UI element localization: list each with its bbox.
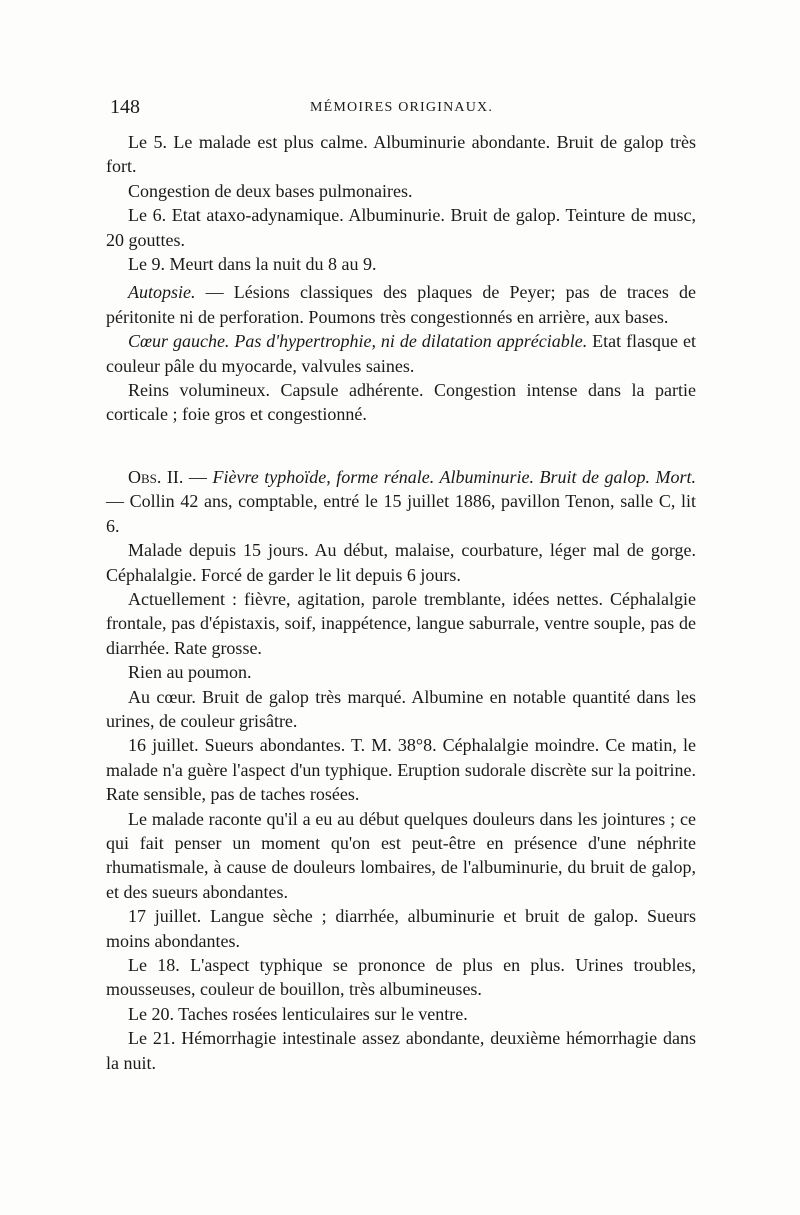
- observation-heading: [106, 465, 696, 538]
- paragraph-day-18: Le 18. L'aspect typhique se prononce de plus en plus. Urines troubles, mousseuses, couleur de bouillon, très albumineuses.: [106, 955, 696, 1000]
- observation-title: Fièvre typhoïde, forme rénale. Albuminurie. Bruit de galop. Mort.: [212, 466, 697, 487]
- paragraph-lung: Rien au poumon.: [128, 662, 252, 683]
- paragraph-current-state: Actuellement : fièvre, agitation, parole tremblante, idées nettes. Céphalalgie frontale, pas d'épistaxis, soif, inappétence, langue saburrale, ventre souple, pas de diarrhée. Rate grosse.: [106, 588, 696, 658]
- observation-label: Obs. II.: [128, 466, 184, 487]
- paragraph-day-5: Le 5. Le malade est plus calme. Albuminurie abondante. Bruit de galop très fort.: [106, 132, 696, 177]
- paragraph-day-6: Le 6. Etat ataxo-adynamique. Albuminurie. Bruit de galop. Teinture de musc, 20 gouttes.: [106, 205, 696, 250]
- paragraph-july-17: 17 juillet. Langue sèche ; diarrhée, albuminurie et bruit de galop. Sueurs moins abondantes.: [106, 906, 696, 951]
- paragraph-heart-exam: Au cœur. Bruit de galop très marqué. Albumine en notable quantité dans les urines, de couleur grisâtre.: [106, 686, 696, 731]
- autopsy-label: Autopsie.: [128, 282, 196, 303]
- observation-text: — Collin 42 ans, comptable, entré le 15 juillet 1886, pavillon Tenon, salle C, lit 6.: [106, 491, 696, 536]
- paragraph-joint-pain: Le malade raconte qu'il a eu au début quelques douleurs dans les jointures ; ce qui fait penser un moment qu'on est peut-être en présence d'une néphrite rhumatismale, à cause de douleurs lombaires, de l'albuminurie, du bruit de galop, et des sueurs abondantes.: [106, 808, 696, 902]
- autopsy-text: — Lésions classiques des plaques de Peyer; pas de traces de péritonite ni de perforation. Poumons très congestionnés en arrière, aux bases.: [106, 282, 696, 327]
- paragraph-kidneys: Reins volumineux. Capsule adhérente. Congestion intense dans la partie corticale ; foie gros et congestionné.: [106, 380, 696, 425]
- page-number: 148: [110, 96, 140, 118]
- paragraph-history: Malade depuis 15 jours. Au début, malaise, courbature, léger mal de gorge. Céphalalgie. Forcé de garder le lit depuis 6 jours.: [106, 540, 696, 585]
- running-head: [110, 96, 690, 124]
- paragraph-day-20: Le 20. Taches rosées lenticulaires sur le ventre.: [128, 1003, 468, 1024]
- paragraph-day-9: Le 9. Meurt dans la nuit du 8 au 9.: [128, 254, 377, 275]
- paragraph-congestion: Congestion de deux bases pulmonaires.: [128, 180, 413, 201]
- observation-dash: —: [183, 466, 213, 487]
- heart-italic: Cœur gauche. Pas d'hypertrophie, ni de dilatation appréciable.: [128, 331, 588, 352]
- paragraph-autopsy: [106, 280, 696, 329]
- paragraph-heart: [106, 329, 696, 378]
- heart-text: Etat flasque et couleur pâle du myocarde, valvules saines.: [106, 331, 696, 376]
- paragraph-july-16: 16 juillet. Sueurs abondantes. T. M. 38°8. Céphalalgie moindre. Ce matin, le malade n'a guère l'aspect d'un typhique. Eruption sudorale discrète sur la poitrine. Rate sensible, pas de taches rosées.: [106, 735, 696, 805]
- paragraph-day-21: Le 21. Hémorrhagie intestinale assez abondante, deuxième hémorrhagie dans la nuit.: [106, 1028, 696, 1073]
- body-text: [106, 130, 696, 1075]
- running-title: MÉMOIRES ORIGINAUX.: [310, 100, 494, 115]
